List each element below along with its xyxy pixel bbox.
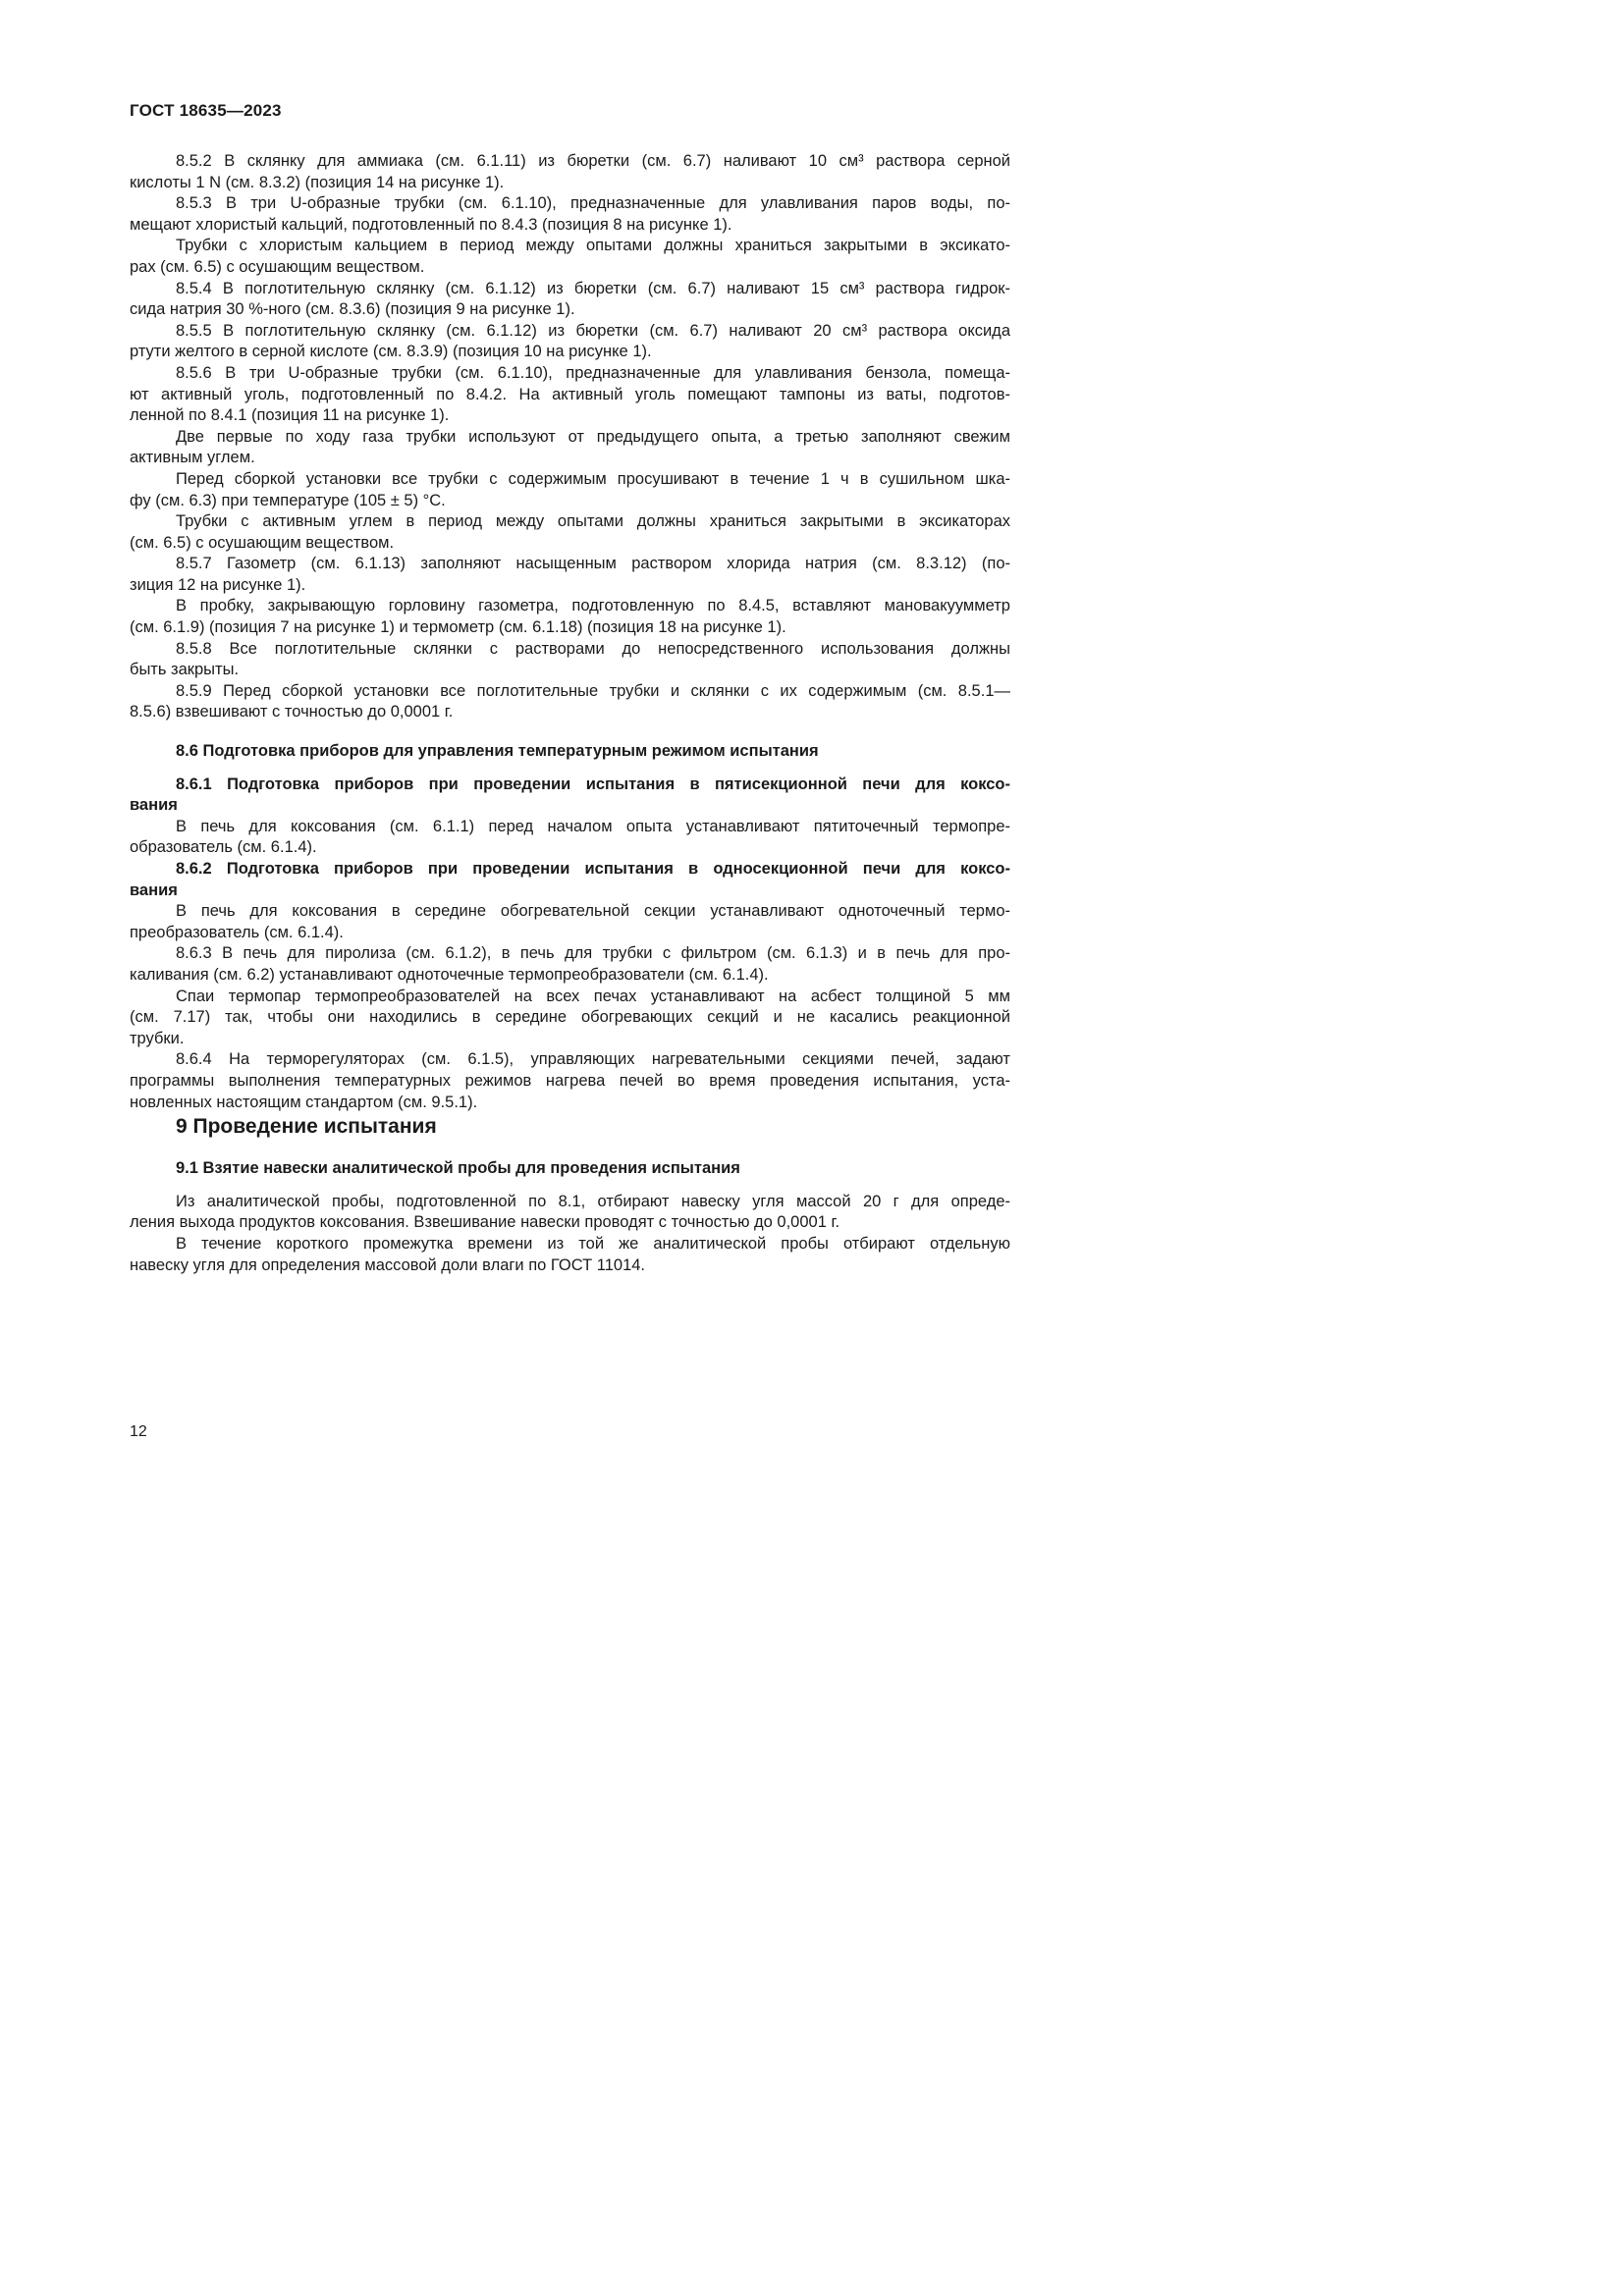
text-line: (см. 7.17) так, чтобы они находились в середине обогревающих секций и не касались реакционной — [130, 1008, 1010, 1027]
text-line: преобразователь (см. 6.1.4). — [130, 923, 344, 941]
text-line: 8.5.6 В три U-образные трубки (см. 6.1.10), предназначенные для улавливания бензола, помеща- — [176, 363, 1010, 382]
subsection-heading-8-6-1 — [130, 774, 1010, 817]
text-line: кислоты 1 N (см. 8.3.2) (позиция 14 на рисунке 1). — [130, 173, 505, 191]
text-line: 8.5.9 Перед сборкой установки все поглотительные трубки и склянки с их содержимым (см. 8.5.1— — [176, 681, 1010, 700]
text-line: 8.5.5 В поглотительную склянку (см. 6.1.12) из бюретки (см. 6.7) наливают 20 см³ раствора оксида — [176, 321, 1010, 340]
text-line: В печь для коксования в середине обогревательной секции устанавливают одноточечный термо- — [176, 902, 1010, 921]
paragraph-8-5-2 — [130, 151, 1010, 193]
subsection-heading-8-6 — [130, 741, 1010, 763]
paragraph-9-1 — [130, 1192, 1010, 1234]
paragraph-8-5-4 — [130, 279, 1010, 321]
text-line: каливания (см. 6.2) устанавливают одноточечные термопреобразователи (см. 6.1.4). — [130, 965, 769, 984]
text-line: 8.6.4 На терморегуляторах (см. 6.1.5), управляющих нагревательными секциями печей, задают — [176, 1050, 1010, 1069]
text-line: ления выхода продуктов коксования. Взвешивание навески проводят с точностью до 0,0001 г. — [130, 1213, 840, 1232]
text-line: новленных настоящим стандартом (см. 9.5.1). — [130, 1093, 478, 1111]
text-line: Трубки с хлористым кальцием в период между опытами должны храниться закрытыми в эксикато- — [176, 237, 1010, 255]
text-line: быть закрыты. — [130, 661, 240, 679]
page-body — [130, 151, 1010, 1276]
section-title-9: 9 Проведение испытания — [176, 1115, 437, 1139]
text-line: 8.5.7 Газометр (см. 6.1.13) заполняют насыщенным раствором хлорида натрия (см. 8.3.12) (по- — [176, 555, 1010, 573]
document-header: ГОСТ 18635—2023 — [130, 101, 282, 120]
text-line: 8.5.8 Все поглотительные склянки с растворами до непосредственного использования должны — [176, 639, 1010, 658]
heading-line: 8.6.1 Подготовка приборов при проведении испытания в пятисекционной печи для коксо- — [176, 774, 1010, 793]
heading-line: 9.1 Взятие навески аналитической пробы для проведения испытания — [176, 1159, 740, 1178]
text-line: ртути желтого в серной кислоте (см. 8.3.9) (позиция 10 на рисунке 1). — [130, 343, 652, 361]
paragraph-8-6-3-junctions — [130, 987, 1010, 1050]
text-line: В пробку, закрывающую горловину газометра, подготовленную по 8.4.5, вставляют мановакуумметр — [176, 597, 1010, 615]
text-line: ленной по 8.4.1 (позиция 11 на рисунке 1). — [130, 406, 450, 425]
text-line: мещают хлористый кальций, подготовленный по 8.4.3 (позиция 8 на рисунке 1). — [130, 215, 732, 234]
subsection-heading-8-6-2 — [130, 859, 1010, 901]
paragraph-8-6-3 — [130, 943, 1010, 986]
text-line: Трубки с активным углем в период между опытами должны храниться закрытыми в эксикаторах — [176, 512, 1010, 531]
text-line: В печь для коксования (см. 6.1.1) перед началом опыта устанавливают пятиточечный термопре- — [176, 817, 1010, 835]
text-line: Из аналитической пробы, подготовленной по 8.1, отбирают навеску угля массой 20 г для опреде- — [176, 1192, 1010, 1210]
heading-line: вания — [130, 881, 178, 899]
text-line: В течение короткого промежутка времени из той же аналитической пробы отбирают отдельную — [176, 1234, 1010, 1253]
text-line: (см. 6.5) с осушающим веществом. — [130, 533, 395, 552]
page-number: 12 — [130, 1423, 147, 1440]
text-line: 8.5.6) взвешивают с точностью до 0,0001 г. — [130, 703, 454, 721]
text-line: Две первые по ходу газа трубки используют от предыдущего опыта, а третью заполняют свежим — [176, 427, 1010, 446]
paragraph-8-5-7-stopper — [130, 596, 1010, 638]
paragraph-8-5-8 — [130, 639, 1010, 681]
text-line: (см. 6.1.9) (позиция 7 на рисунке 1) и термометр (см. 6.1.18) (позиция 18 на рисунке 1). — [130, 618, 786, 637]
text-line: Спаи термопар термопреобразователей на всех печах устанавливают на асбест толщиной 5 мм — [176, 987, 1010, 1005]
text-line: программы выполнения температурных режимов нагрева печей во время проведения испытания, уста- — [130, 1071, 1010, 1090]
text-line: ют активный уголь, подготовленный по 8.4.2. На активный уголь помещают тампоны из ваты, подготов- — [130, 385, 1010, 403]
text-line: активным углем. — [130, 449, 255, 467]
text-line: образователь (см. 6.1.4). — [130, 838, 317, 857]
text-line: 8.5.2 В склянку для аммиака (см. 6.1.11) из бюретки (см. 6.7) наливают 10 см³ раствора серной — [176, 152, 1010, 170]
paragraph-8-5-7 — [130, 554, 1010, 596]
heading-line: вания — [130, 796, 178, 815]
paragraph-8-6-4 — [130, 1049, 1010, 1113]
text-line: Перед сборкой установки все трубки с содержимым просушивают в течение 1 ч в сушильном шка- — [176, 469, 1010, 488]
paragraph-8-5-6-storage — [130, 511, 1010, 554]
paragraph-8-6-2 — [130, 901, 1010, 943]
text-line: рах (см. 6.5) с осушающим веществом. — [130, 257, 425, 276]
paragraph-8-5-3-storage — [130, 236, 1010, 278]
text-line: 8.5.3 В три U-образные трубки (см. 6.1.10), предназначенные для улавливания паров воды, по- — [176, 194, 1010, 213]
text-line: фу (см. 6.3) при температуре (105 ± 5) °С. — [130, 491, 446, 509]
paragraph-9-1-moisture — [130, 1234, 1010, 1276]
paragraph-8-5-6 — [130, 363, 1010, 427]
text-line: сида натрия 30 %-ного (см. 8.3.6) (позиция 9 на рисунке 1). — [130, 300, 575, 319]
text-line: навеску угля для определения массовой доли влаги по ГОСТ 11014. — [130, 1255, 646, 1274]
paragraph-8-5-6-tubes — [130, 427, 1010, 469]
text-line: зиция 12 на рисунке 1). — [130, 575, 306, 594]
paragraph-8-5-6-drying — [130, 469, 1010, 511]
heading-line: 8.6 Подготовка приборов для управления температурным режимом испытания — [176, 742, 819, 761]
text-line: 8.5.4 В поглотительную склянку (см. 6.1.12) из бюретки (см. 6.7) наливают 15 см³ раствора гидрок- — [176, 279, 1010, 297]
paragraph-8-5-5 — [130, 321, 1010, 363]
paragraph-8-5-9 — [130, 681, 1010, 723]
paragraph-8-6-1 — [130, 817, 1010, 859]
heading-line: 8.6.2 Подготовка приборов при проведении испытания в односекционной печи для коксо- — [176, 860, 1010, 878]
subsection-heading-9-1 — [130, 1158, 1010, 1180]
paragraph-8-5-3 — [130, 193, 1010, 236]
text-line: трубки. — [130, 1029, 185, 1047]
text-line: 8.6.3 В печь для пиролиза (см. 6.1.2), в печь для трубки с фильтром (см. 6.1.3) и в печь для про- — [176, 944, 1010, 963]
